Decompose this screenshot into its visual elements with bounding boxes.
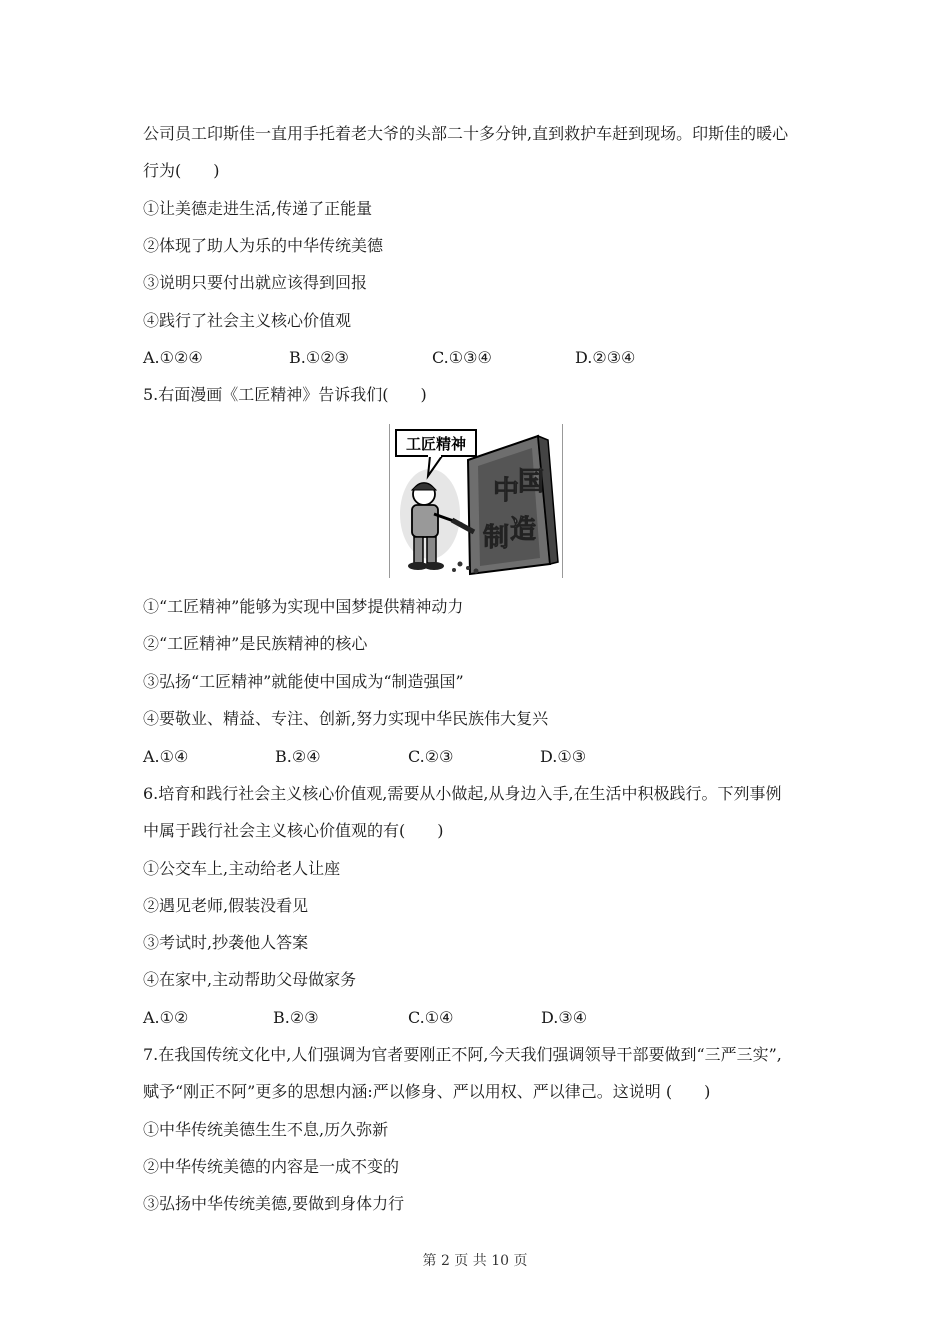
comic-block-char-2: 国 [518,467,545,497]
q6-stem-line-1: 6.培育和践行社会主义核心价值观,需要从小做起,从身边入手,在生活中积极践行。下列事例 [143,784,782,803]
q6-item-4: ④在家中,主动帮助父母做家务 [143,970,357,989]
q7-stem-line-1: 7.在我国传统文化中,人们强调为官者要刚正不阿,今天我们强调领导干部要做到“三严三实”, [143,1045,782,1064]
q6-item-1: ①公交车上,主动给老人让座 [143,859,341,878]
q5-option-b: B.②④ [275,747,321,766]
q5-option-a: A.①④ [143,747,189,766]
comic-block-char-4: 造 [510,515,537,545]
q4-option-d: D.②③④ [575,348,636,367]
q6-stem-line-2: 中属于践行社会主义核心价值观的有( ) [143,821,444,840]
comic-bubble-text: 工匠精神 [405,435,467,453]
q6-option-c: C.①④ [408,1008,454,1027]
q4-item-4: ④践行了社会主义核心价值观 [143,311,352,330]
q7-stem-line-2: 赋予“刚正不阿”更多的思想内涵:严以修身、严以用权、严以律己。这说明 ( ) [143,1082,711,1101]
q7-item-2: ②中华传统美德的内容是一成不变的 [143,1157,400,1176]
q4-option-c: C.①③④ [432,348,492,367]
q4-option-a: A.①②④ [143,348,203,367]
q5-option-c: C.②③ [408,747,454,766]
q5-item-2: ②“工匠精神”是民族精神的核心 [143,634,368,653]
q7-item-1: ①中华传统美德生生不息,历久弥新 [143,1120,389,1139]
q4-stem-line-1: 公司员工印斯佳一直用手托着老大爷的头部二十多分钟,直到救护车赶到现场。印斯佳的暖心 [143,124,789,143]
craftsman-comic-image [389,424,563,578]
q6-item-3: ③考试时,抄袭他人答案 [143,933,309,952]
q4-option-b: B.①②③ [289,348,349,367]
q4-stem-line-2: 行为( ) [143,161,220,180]
comic-block-char-3: 制 [483,523,510,553]
q4-item-1: ①让美德走进生活,传递了正能量 [143,199,373,218]
q5-item-1: ①“工匠精神”能够为实现中国梦提供精神动力 [143,597,464,616]
q4-item-3: ③说明只要付出就应该得到回报 [143,273,368,292]
q6-option-a: A.①② [143,1008,189,1027]
q6-item-2: ②遇见老师,假装没看见 [143,896,309,915]
comic-block-char-1: 中 [493,476,520,506]
q4-item-2: ②体现了助人为乐的中华传统美德 [143,236,384,255]
page-footer: 第 2 页 共 10 页 [422,1253,528,1269]
craftsman-comic-illustration [390,424,562,578]
q5-item-4: ④要敬业、精益、专注、创新,努力实现中华民族伟大复兴 [143,709,549,728]
q5-item-3: ③弘扬“工匠精神”就能使中国成为“制造强国” [143,672,464,691]
q6-option-d: D.③④ [541,1008,588,1027]
q6-option-b: B.②③ [273,1008,319,1027]
q7-item-3: ③弘扬中华传统美德,要做到身体力行 [143,1194,405,1213]
q5-stem: 5.右面漫画《工匠精神》告诉我们( ) [143,385,427,404]
q5-option-d: D.①③ [540,747,587,766]
